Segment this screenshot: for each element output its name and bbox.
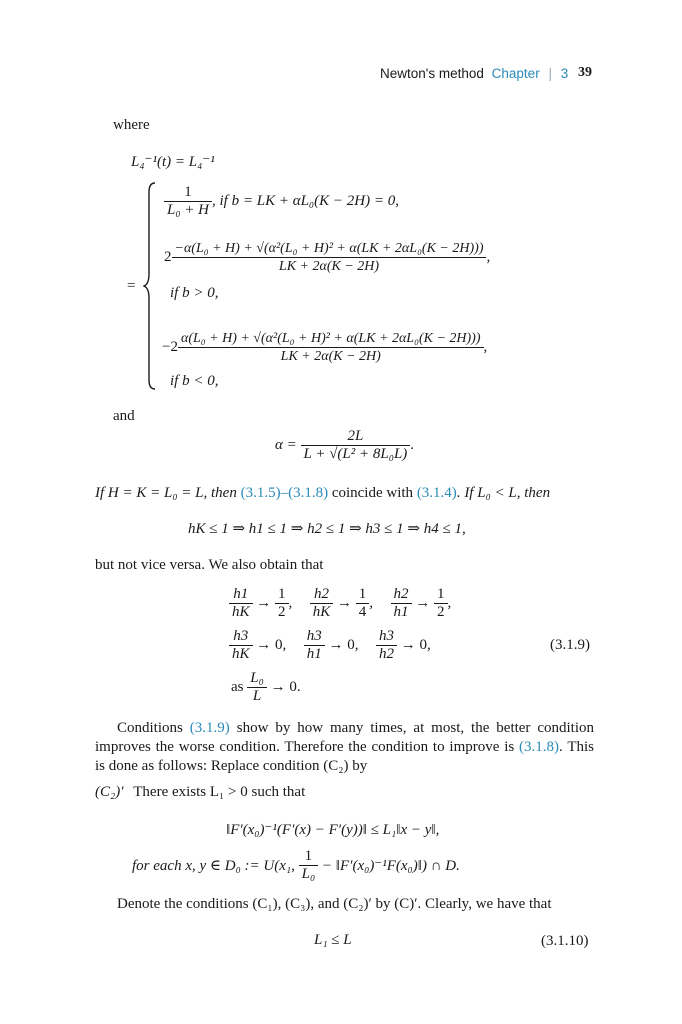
text-conditions-1: Conditions — [117, 720, 183, 736]
ratio-1-num: h1 — [233, 586, 249, 602]
zero-comma: 0, — [419, 637, 431, 653]
case-2-condition: if b > 0, — [170, 285, 219, 301]
header-chapter-label: Chapter — [491, 66, 540, 81]
as-tail: → 0. — [270, 679, 301, 695]
ref-3-1-8[interactable]: (3.1.8) — [519, 739, 560, 755]
norm-inequality: ‖F′(x₀)⁻¹(F′(x) − F′(y))‖ ≤ L₁‖x − y‖, — [226, 822, 440, 838]
text-not-vice-versa: but not vice versa. We also obtain that — [95, 557, 324, 573]
ref-3-1-5-to-3-1-8[interactable]: (3.1.5)–(3.1.8) — [240, 485, 329, 501]
text-for-each-tail: − ‖F′(x₀)⁻¹F(x₀)‖) ∩ D. — [321, 858, 460, 874]
case-2-numerator: −α(L₀ + H) + √(α²(L₀ + H)² + α(LK + 2αL₀(K − 2H))) — [174, 241, 484, 256]
case-3-numerator: α(L₀ + H) + √(α²(L₀ + H)² + α(LK + 2αL₀(K − 2H))) — [180, 331, 481, 346]
arrow: → — [256, 595, 272, 611]
text-and: and — [113, 408, 135, 424]
for-each-line — [132, 848, 460, 883]
ratio-5-num: h3 — [306, 628, 322, 644]
alpha-definition — [275, 428, 414, 463]
ratio-2-val-num: 1 — [358, 586, 367, 602]
ratio-2-val-den: 4 — [356, 603, 370, 621]
ratio-5-den: h1 — [304, 645, 325, 663]
arrow: → — [328, 637, 344, 653]
header-separator: | — [548, 66, 552, 81]
as-den: L — [247, 687, 267, 705]
arrow: → — [415, 595, 431, 611]
zero-comma: 0, — [347, 637, 359, 653]
case-1 — [164, 184, 399, 219]
case-3-condition: if b < 0, — [170, 373, 219, 389]
as-limit — [231, 670, 301, 705]
text-if-hk: If H = K = L₀ = L, then — [95, 485, 237, 501]
case-2 — [164, 240, 490, 275]
arrow: → — [256, 637, 272, 653]
text-conditions-3: . This is done as follows: Replace condition (C₂) by — [95, 739, 595, 774]
text-for-each: for each x, y ∈ D₀ := U(x₁, — [132, 858, 295, 874]
l1-le-l: L₁ ≤ L — [314, 932, 352, 948]
case-2-prefix: 2 — [164, 249, 172, 265]
alpha-numerator: 2L — [347, 428, 364, 444]
header-chapter-number: 3 — [560, 66, 569, 81]
case-2-comma: , — [486, 249, 491, 265]
ratio-4-den: hK — [229, 645, 253, 663]
ratio-2-den: hK — [310, 603, 334, 621]
ratio-6-num: h3 — [379, 628, 395, 644]
alpha-period: . — [410, 437, 415, 453]
case-1-condition: , if b = LK + αL₀(K − 2H) = 0, — [212, 193, 399, 209]
as-num: L₀ — [250, 670, 264, 686]
alpha-denominator: L + √(L² + 8L₀L) — [301, 445, 411, 463]
equation-number-3-1-10: (3.1.10) — [541, 933, 589, 949]
for-each-num: 1 — [304, 848, 313, 864]
paragraph-if-equal — [95, 484, 550, 503]
for-each-den: L₀ — [299, 865, 319, 883]
zero-comma: 0, — [275, 637, 287, 653]
ref-3-1-4[interactable]: (3.1.4) — [416, 485, 457, 501]
case-2-denominator: LK + 2α(K − 2H) — [172, 257, 487, 275]
text-if-l0-less-l: . If L₀ < L, then — [456, 485, 551, 501]
running-header — [380, 66, 568, 81]
case-3-comma: , — [483, 339, 488, 355]
ratio-3-den: h1 — [391, 603, 412, 621]
header-title: Newton's method — [380, 66, 484, 81]
case-3 — [162, 330, 487, 365]
c2-prime-label: (C₂)′ — [95, 784, 124, 800]
c2-prime-line — [95, 783, 305, 802]
ratio-3-val-num: 1 — [437, 586, 445, 602]
page-number: 39 — [578, 65, 592, 80]
text-denote: Denote the conditions (C₁), (C₃), and (C₂)′ by (C)′. Clearly, we have that — [117, 896, 552, 912]
arrow: → — [337, 595, 353, 611]
case-3-prefix: −2 — [162, 339, 178, 355]
equation-number-3-1-9: (3.1.9) — [550, 637, 590, 653]
case-1-numerator: 1 — [184, 184, 192, 200]
text-there-exists: There exists L₁ > 0 such that — [133, 784, 306, 800]
ratio-1-val-den: 2 — [275, 603, 289, 621]
case-1-denominator: L₀ + H — [164, 201, 212, 219]
implication-chain: hK ≤ 1 ⇒ h1 ≤ 1 ⇒ h2 ≤ 1 ⇒ h3 ≤ 1 ⇒ h4 ≤ 1, — [188, 521, 466, 537]
ratios-row-2 — [229, 628, 431, 663]
as-word: as — [231, 679, 244, 695]
ratio-4-num: h3 — [233, 628, 249, 644]
alpha-lhs: α = — [275, 437, 297, 453]
ratio-1-val-num: 1 — [278, 586, 286, 602]
ratio-2-num: h2 — [314, 586, 330, 602]
ratio-3-val-den: 2 — [434, 603, 448, 621]
paragraph-conditions — [95, 719, 594, 776]
arrow: → — [400, 637, 416, 653]
ref-3-1-9[interactable]: (3.1.9) — [189, 720, 230, 736]
text-where: where — [113, 117, 150, 133]
case-3-denominator: LK + 2α(K − 2H) — [178, 347, 484, 365]
text-coincide-with: coincide with — [331, 485, 414, 501]
l4-inverse-definition: L₄⁻¹(t) = L₄⁻¹ — [131, 154, 215, 170]
ratio-3-num: h2 — [393, 586, 409, 602]
ratio-6-den: h2 — [376, 645, 397, 663]
cases-brace — [143, 182, 157, 390]
ratios-row-1: $\frac{h1}{hK}$ → $\frac{1}{2}$ , $\frac{h2}{hK}$ → $\frac{1}{4}$ , $\frac{h2}{h1}$ → $\frac{1}{2}$ , — [229, 586, 451, 621]
text-conditions-2: show by how many times, at most, the better condition improves the worse condition. Therefore the condition to improve is — [95, 720, 595, 755]
cases-equals: = — [127, 278, 136, 294]
ratio-1-den: hK — [229, 603, 253, 621]
